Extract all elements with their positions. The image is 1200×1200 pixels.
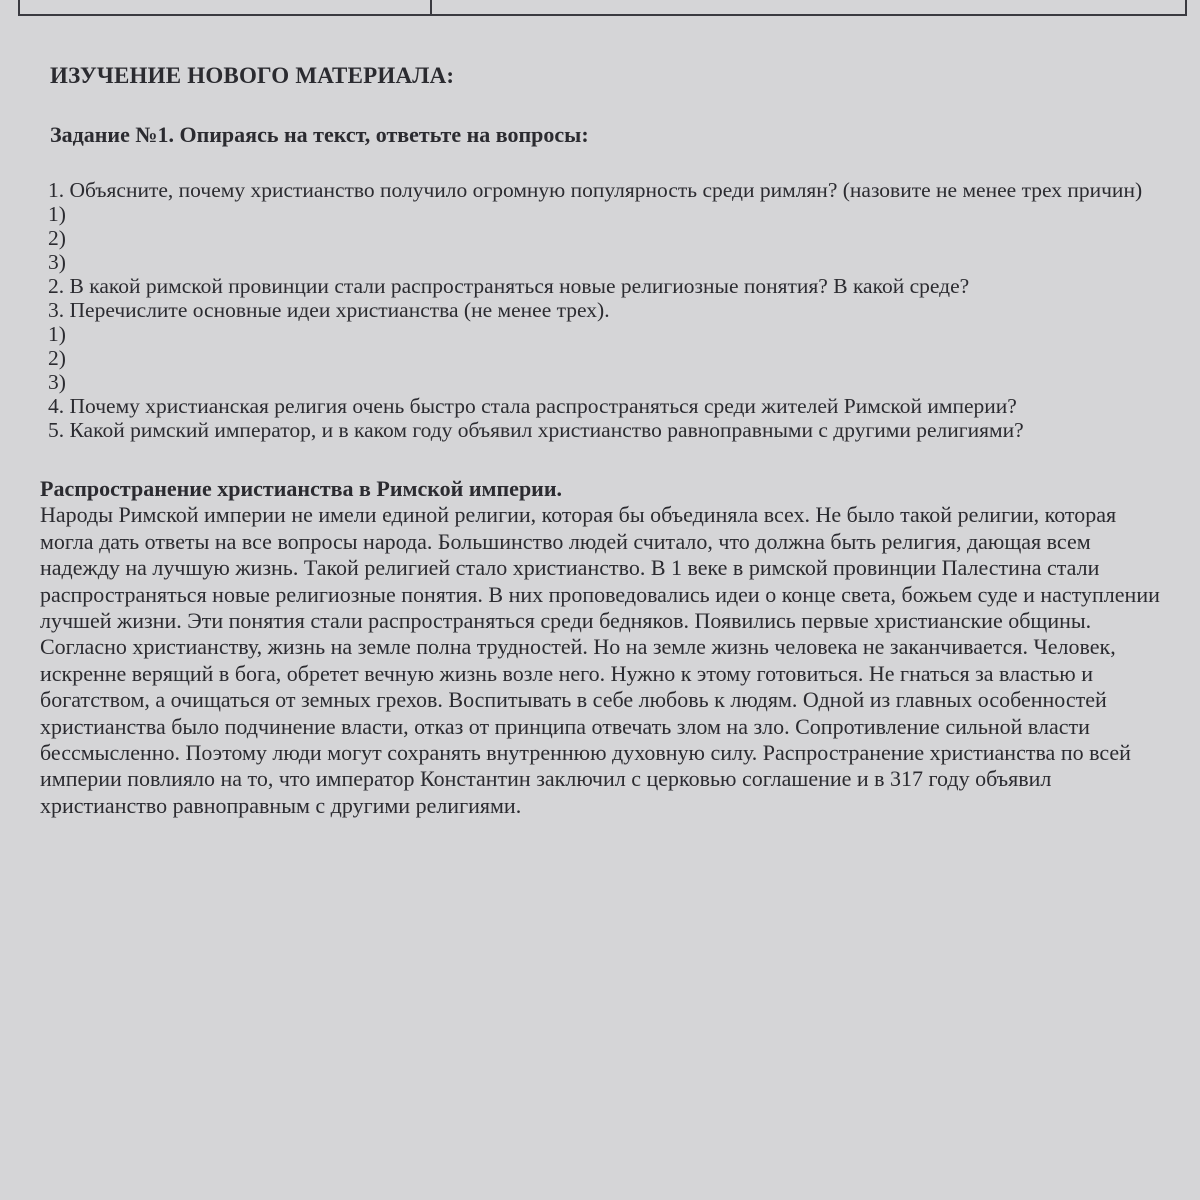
questions-block <box>48 178 1175 442</box>
reading-passage <box>40 476 1175 819</box>
passage-body: Народы Римской империи не имели единой религии, которая бы объединяла всех. Не было такой религии, которая могла дать ответы на все вопросы народа. Большинство людей считало, что должна быть религия, дающая всем надежду на лучшую жизнь. Такой религией стало христианство. В 1 веке в римской провинции Палестина стали распространяться новые религиозные понятия. В них проповедовались идеи о конце света, божьем суде и наступлении лучшей жизни. Эти понятия стали распространяться среди бедняков. Появились первые христианские общины. Согласно христианству, жизнь на земле полна трудностей. Но на земле жизнь человека не заканчивается. Человек, искренне верящий в бога, обретет вечную жизнь возле него. Нужно к этому готовиться. Не гнаться за властью и богатством, а очищаться от земных грехов. Воспитывать в себе любовь к людям. Одной из главных особенностей христианства было подчинение власти, отказ от принципа отвечать злом на зло. Сопротивление сильной власти бессмысленно. Поэтому люди могут сохранять внутреннюю духовную силу. Распространение христианства по всей империи повлияло на то, что император Константин заключил с церковью соглашение и в 317 году объявил христианство равноправным с другими религиями. <box>40 502 1160 818</box>
task-title: Задание №1. Опираясь на текст, ответьте на вопросы: <box>50 122 589 147</box>
passage-title: Распространение христианства в Римской империи. <box>40 476 563 501</box>
section-heading: ИЗУЧЕНИЕ НОВОГО МАТЕРИАЛА: <box>50 63 455 88</box>
table-divider <box>430 0 432 14</box>
answer-slot-1-3: 3) <box>48 250 66 274</box>
answer-slot-3-2: 2) <box>48 346 66 370</box>
question-3: 3. Перечислите основные идеи христианства (не менее трех). <box>48 298 610 322</box>
table-border <box>18 0 1187 16</box>
answer-slot-1-2: 2) <box>48 226 66 250</box>
question-1: 1. Объясните, почему христианство получило огромную популярность среди римлян? (назовите не менее трех причин) <box>48 178 1143 202</box>
answer-slot-1-1: 1) <box>48 202 66 226</box>
answer-slot-3-3: 3) <box>48 370 66 394</box>
answer-slot-3-1: 1) <box>48 322 66 346</box>
worksheet-content <box>40 62 1175 819</box>
question-2: 2. В какой римской провинции стали распространяться новые религиозные понятия? В какой среде? <box>48 274 970 298</box>
question-4: 4. Почему христианская религия очень быстро стала распространяться среди жителей Римской империи? <box>48 394 1017 418</box>
question-5: 5. Какой римский император, и в каком году объявил христианство равноправными с другими религиями? <box>48 418 1024 442</box>
